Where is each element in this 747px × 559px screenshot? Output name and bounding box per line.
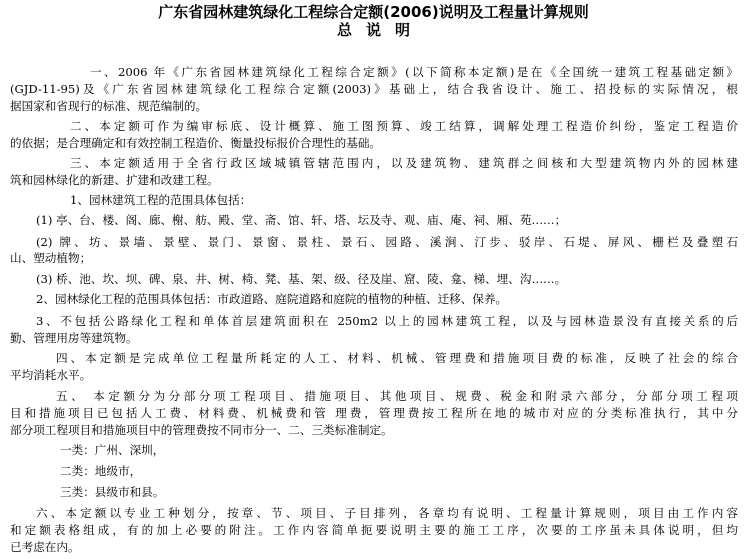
paragraph-3-line-2: 筑和园林绿化的新建、扩建和改建工程。 [10, 173, 219, 187]
paragraph-3-line-1: 三、本定额适用于全省行政区域城镇管辖范围内，以及建筑物、建筑群之间核和大型建筑物内外的园林建 [70, 156, 738, 170]
item-1-line: (1) 亭、台、楼、阁、廊、榭、舫、殿、堂、斋、馆、轩、塔、坛及寺、观、庙、庵、祠、厢、苑……； [36, 213, 567, 227]
paragraph-4-line-1: 四、本定额是完成单位工程量所耗定的人工、材料、机械、管理费和措施项目费的标准，反映了社会的综合 [56, 351, 738, 365]
item-2-line-2: 山、塑动植物； [10, 251, 92, 265]
paragraph-5-line-2: 目和措施项目已包括人工费、材料费、机械费和管 理费，管理费按工程所在地的城市对应的分类标准执行，其中分 [10, 406, 738, 420]
category-3: 三类：县级市和县。 [60, 485, 165, 499]
paragraph-1-line-3: 据国家和省现行的标准、规范编制的。 [10, 99, 208, 113]
category-2: 二类：地级市， [60, 464, 142, 478]
paragraph-2-line-2: 的依据；是合理确定和有效控制工程造价、衡量投标报价合理性的基础。 [10, 136, 382, 150]
section-2-line: 2、园林绿化工程的范围具体包括：市政道路、庭院道路和庭院的植物的种植、迁移、保养。 [36, 292, 508, 306]
page-title: 广东省园林建筑绿化工程综合定额(2006)说明及工程量计算规则 [158, 3, 589, 21]
section-1-heading: 1、园林建筑工程的范围具体包括： [70, 193, 252, 207]
paragraph-5-line-1: 五、 本定额分为分部分项工程项目、措施项目、其他项目、规费、税金和附录六部分，分部分项工程项 [56, 389, 738, 403]
paragraph-6-line-1: 六、本定额以专业工种划分，按章、节、项目、子目排列，各章均有说明、工程量计算规则，项目由工作内容 [36, 506, 738, 520]
paragraph-2-line-1: 二、本定额可作为编审标底、设计概算、施工图预算、竣工结算，调解处理工程造价纠纷，鉴定工程造价 [70, 119, 738, 133]
paragraph-1-line-2: (GJD-11-95)及《广东省园林建筑绿化工程综合定额(2003)》基础上，结合我省设计、施工、招投标的实际情况，根 [10, 82, 738, 96]
paragraph-6-line-2: 和定额表格组成，有的加上必要的附注。工作内容简单扼要说明主要的施工工序，次要的工序虽未具体说明，但均 [10, 523, 738, 537]
section-3-line-1: 3、不包括公路绿化工程和单体首层建筑面积在 250m2 以上的园林建筑工程，以及与园林造景没有直接关系的后 [36, 314, 738, 328]
paragraph-5-line-3: 部分项工程项目和措施项目中的管理费按不同市分一、二、三类标准制定。 [10, 423, 393, 437]
paragraph-1-line-1: 一、2006 年《广东省园林建筑绿化工程综合定额》(以下简称本定额)是在《全国统一建筑工程基础定额》 [90, 65, 738, 79]
item-3-line: (3) 桥、池、坎、坝、碑、泉、井、树、椅、凳、基、架、级、径及崖、窟、陵、龛、梯、埋、沟……。 [36, 272, 567, 286]
category-1: 一类：广州、深圳， [60, 443, 165, 457]
section-3-line-2: 勤、管理用房等建筑物。 [10, 331, 138, 345]
item-2-line-1: (2) 牌、坊、景墙、景壁、景门、景窗、景柱、景石、园路、溪涧、汀步、驳岸、石堤、屏风、栅栏及叠塑石 [36, 235, 738, 249]
page-subtitle: 总说明 [336, 21, 424, 39]
paragraph-4-line-2: 平均消耗水平。 [10, 368, 92, 382]
paragraph-6-line-3: 已考虑在内。 [10, 540, 80, 554]
